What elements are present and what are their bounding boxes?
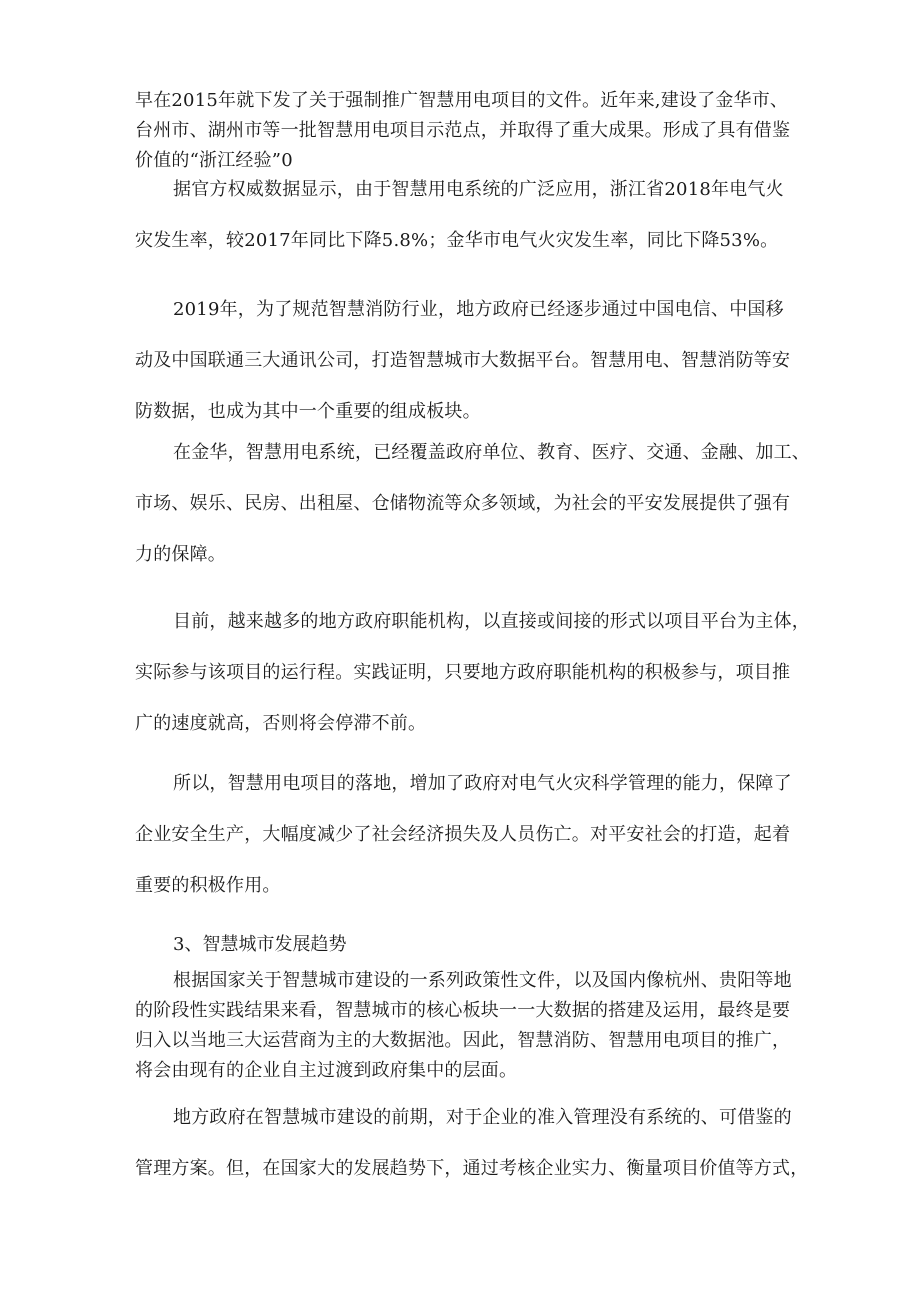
text-line: 动及中国联通三大通讯公司，打造智慧城市大数据平台。智慧用电、智慧消防等安 [135,350,791,371]
text-line: 广的速度就高，否则将会停滞不前。 [135,713,427,734]
paragraph-government-participation [135,596,810,749]
text-line: 将会由现有的企业自主过渡到政府集中的层面。 [135,1060,518,1081]
paragraph-government-early-stage [135,1092,809,1194]
text-line: 灾发生率，较2017年同比下降5.8%；金华市电气火灾发生率，同比下降53%。 [135,230,779,251]
text-line: 地方政府在智慧城市建设的前期，对于企业的准入管理没有系统的、可借鉴的 [173,1107,792,1128]
text-line: 的阶段性实践结果来看，智慧城市的核心板块一一大数据的搭建及运用，最终是要 [135,1000,791,1021]
paragraph-project-impact [135,758,805,911]
text-line: 早在2015年就下发了关于强制推广智慧用电项目的文件。近年来,建设了金华市、 [135,90,789,111]
text-line: 台州市、湖州市等一批智慧用电项目示范点，并取得了重大成果。形成了具有借鉴 [135,120,791,141]
paragraph-fire-statistics [135,164,805,266]
text-line: 实际参与该项目的运行程。实践证明，只要地方政府职能机构的积极参与，项目推 [135,662,791,683]
text-line: 所以，智慧用电项目的落地，增加了政府对电气火灾科学管理的能力，保障了 [173,773,792,794]
paragraph-smart-city-trend [135,966,805,1086]
text-line: 市场、娱乐、民房、出租屋、仓储物流等众多领域，为社会的平安发展提供了强有 [135,493,791,514]
text-line: 2019年，为了规范智慧消防行业，地方政府已经逐步通过中国电信、中国移 [173,299,784,320]
text-line: 企业安全生产，大幅度减少了社会经济损失及人员伤亡。对平安社会的打造，起着 [135,824,791,845]
text-line: 管理方案。但，在国家大的发展趋势下，通过考核企业实力、衡量项目价值等方式， [135,1158,809,1179]
text-line: 根据国家关于智慧城市建设的一系列政策性文件，以及国内像杭州、贵阳等地 [173,970,792,991]
text-line: 在金华，智慧用电系统，已经覆盖政府单位、教育、医疗、交通、金融、加工、 [173,442,810,463]
text-line: 归入以当地三大运营商为主的大数据池。因此，智慧消防、智慧用电项目的推广， [135,1030,791,1051]
text-line: 价值的“浙江经验”0 [135,150,293,171]
paragraph-zhejiang-experience [135,86,805,176]
text-line: 防数据，也成为其中一个重要的组成板块。 [135,401,481,422]
text-line: 力的保障。 [135,544,226,565]
paragraph-big-data-platform [135,284,805,437]
text-line: 重要的积极作用。 [135,875,281,896]
text-line: 目前，越来越多的地方政府职能机构，以直接或间接的形式以项目平台为主体， [173,611,810,632]
paragraph-jinhua-coverage [135,427,810,580]
text-line: 据官方权威数据显示，由于智慧用电系统的广泛应用，浙江省2018年电气火 [173,179,784,200]
section-heading: 3、智慧城市发展趋势 [173,934,347,955]
